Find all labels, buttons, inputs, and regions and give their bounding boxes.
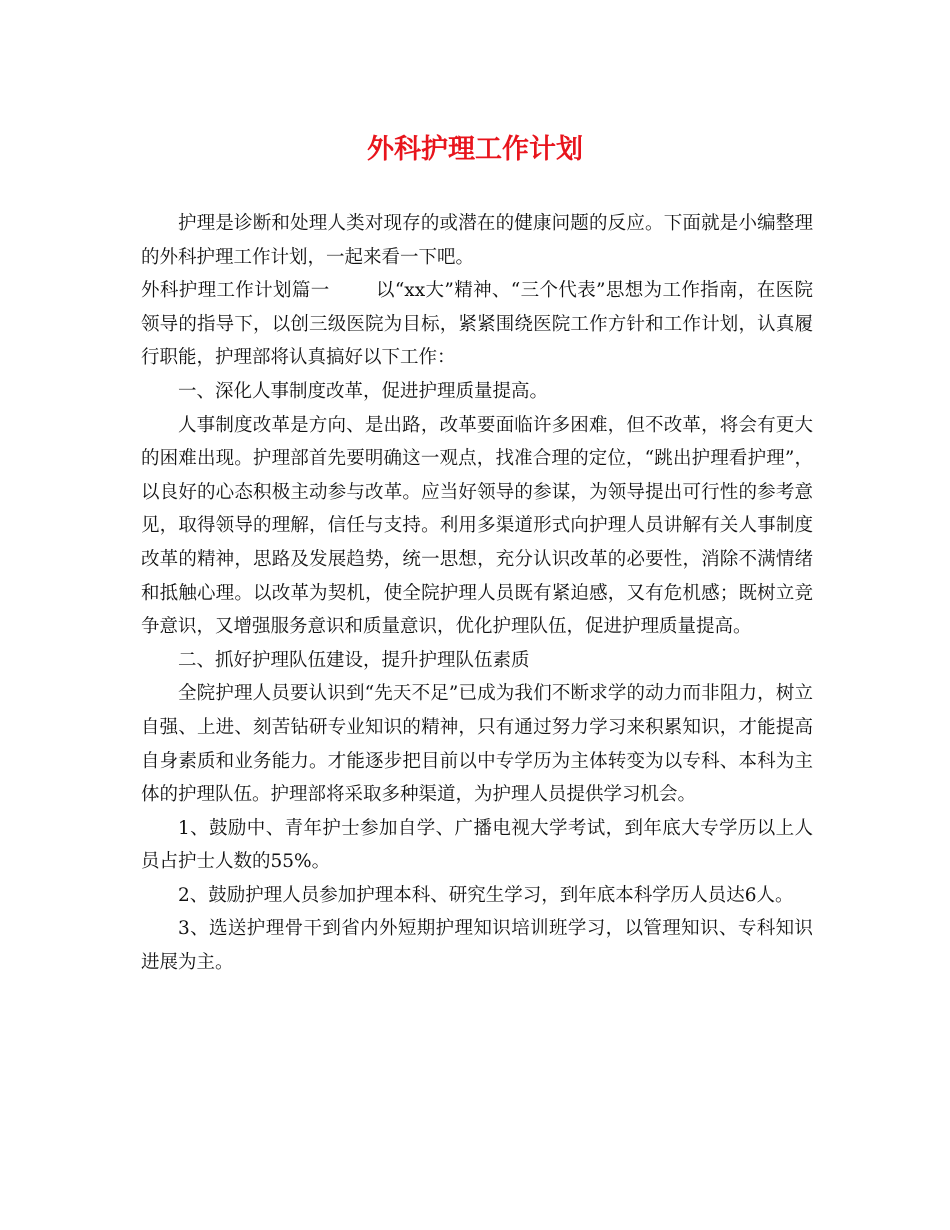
intro-paragraph: 护理是诊断和处理人类对现存的或潜在的健康问题的反应。下面就是小编整理的外科护理工作计划，一起来看一下吧。 (141, 213, 813, 268)
heading-team-building: 二、抓好护理队伍建设，提升护理队伍素质 (178, 649, 530, 671)
list-item-2: 2、鼓励护理人员参加护理本科、研究生学习，到年底本科学历人员达6人。 (178, 884, 794, 906)
section-opening-text: 以“xx大”精神、“三个代表”思想为工作指南，在医院领导的指导下，以创三级医院为目标，紧紧围绕医院工作方针和工作计划，认真履行职能，护理部将认真搞好以下工作： (141, 280, 813, 369)
list-item-3: 3、选送护理骨干到省内外短期护理知识培训班学习，以管理知识、专科知识进展为主。 (141, 918, 813, 974)
section-heading: 外科护理工作计划篇一 (141, 280, 330, 302)
document-title: 外科护理工作计划 (367, 134, 583, 165)
section-one-opening (141, 274, 813, 375)
paragraph-team-body: 全院护理人员要认识到“先天不足”已成为我们不断求学的动力而非阻力，树立自强、上进、刻苦钻研专业知识的精神，只有通过努力学习来积累知识，才能提高自身素质和业务能力。才能逐步把目前以中专学历为主体转变为以专科、本科为主体的护理队伍。护理部将采取多种渠道，为护理人员提供学习机会。 (141, 683, 813, 806)
list-item-1: 1、鼓励中、青年护士参加自学、广播电视大学考试，到年底大专学历以上人员占护士人数的55%。 (141, 817, 813, 873)
document-body (141, 207, 813, 980)
paragraph-reform-body: 人事制度改革是方向、是出路，改革要面临许多困难，但不改革，将会有更大的困难出现。护理部首先要明确这一观点，找准合理的定位，“跳出护理看护理”，以良好的心态积极主动参与改革。应当好领导的参谋，为领导提出可行性的参考意见，取得领导的理解，信任与支持。利用多渠道形式向护理人员讲解有关人事制度改革的精神，思路及发展趋势，统一思想，充分认识改革的必要性，消除不满情绪和抵触心理。以改革为契机，使全院护理人员既有紧迫感，又有危机感；既树立竞争意识，又增强服务意识和质量意识，优化护理队伍，促进护理质量提高。 (141, 414, 813, 638)
heading-reform: 一、深化人事制度改革，促进护理质量提高。 (178, 380, 549, 402)
